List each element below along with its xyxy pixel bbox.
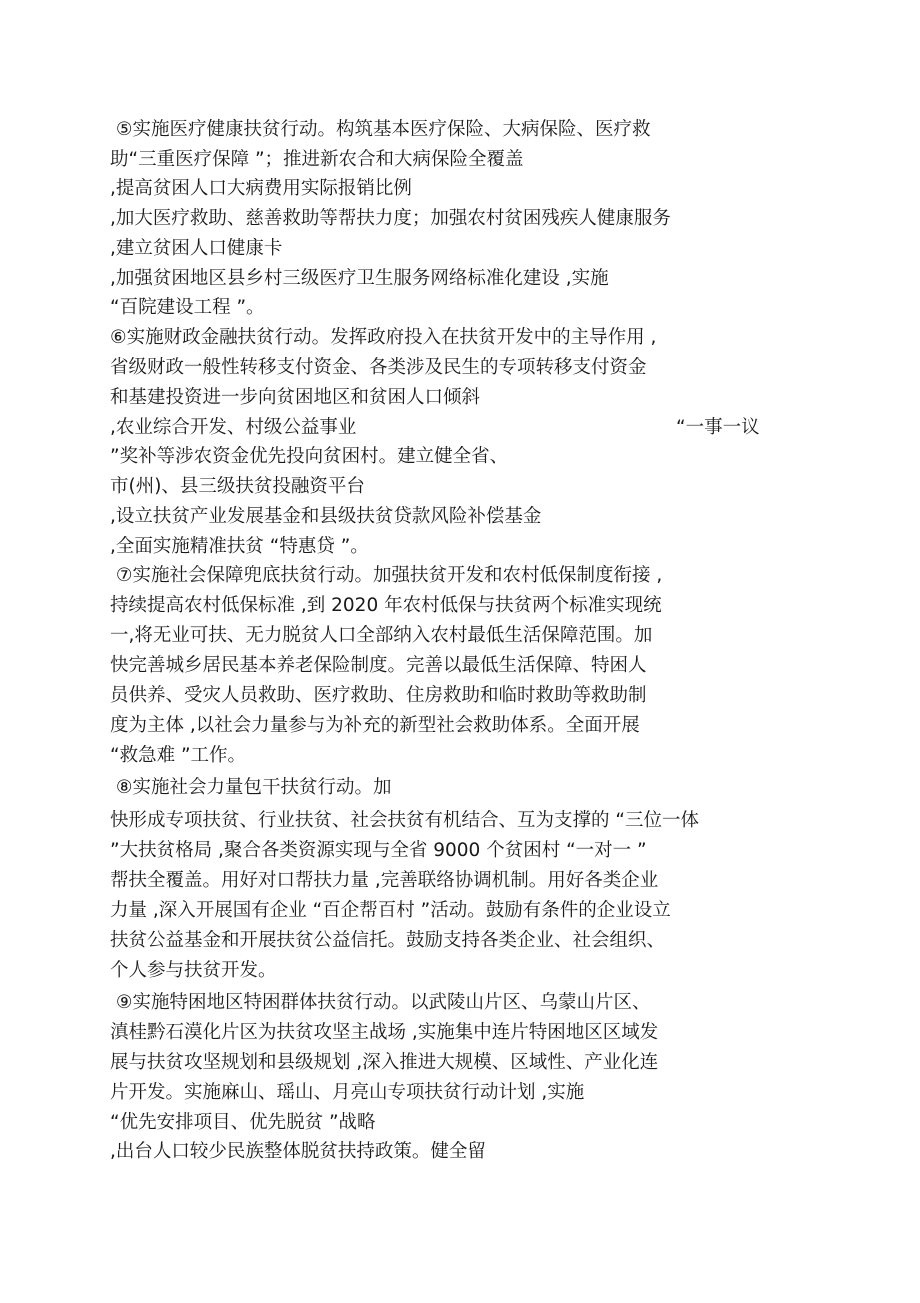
- text-line: ,建立贫困人口健康卡: [110, 238, 283, 259]
- text-line: 快形成专项扶贫、行业扶贫、社会扶贫有机结合、互为支撑的 “三位一体: [110, 810, 699, 831]
- text-line: “优先安排项目、优先脱贫 ”战略: [110, 1112, 376, 1133]
- text-line: 省级财政一般性转移支付资金、各类涉及民生的专项转移支付资金: [110, 357, 647, 378]
- text-line: 展与扶贫攻坚规划和县级规划 ,深入推进大规模、区域性、产业化连: [110, 1052, 659, 1073]
- text-line: ”大扶贫格局 ,聚合各类资源实现与全省 9000 个贫困村 “一对一 ”: [110, 840, 647, 861]
- text-line: ”奖补等涉农资金优先投向贫困村。建立健全省、: [110, 446, 509, 467]
- text-line: 扶贫公益基金和开展扶贫公益信托。鼓励支持各类企业、社会组织、: [110, 930, 666, 951]
- text-line: ⑧实施社会力量包干扶贫行动。加: [110, 777, 392, 798]
- text-fragment-right: “一事一议: [676, 417, 760, 438]
- text-line: 助“三重医疗保障 ”；推进新农合和大病保险全覆盖: [110, 149, 524, 170]
- text-line: ,设立扶贫产业发展基金和县级扶贫贷款风险补偿基金: [110, 506, 542, 527]
- text-line: ,加强贫困地区县乡村三级医疗卫生服务网络标准化建设 ,实施: [110, 268, 609, 289]
- text-line: 市(州)、县三级扶贫投融资平台: [110, 476, 365, 497]
- text-line: 员供养、受灾人员救助、医疗救助、住房救助和临时救助等救助制: [110, 685, 647, 706]
- text-line: ,出台人口较少民族整体脱贫扶持政策。健全留: [110, 1141, 486, 1162]
- text-line: ,农业综合开发、村级公益事业: [110, 417, 357, 438]
- text-line: ,全面实施精准扶贫 “特惠贷 ”。: [110, 536, 369, 557]
- text-line: ,加大医疗救助、慈善救助等帮扶力度；加强农村贫困残疾人健康服务: [110, 208, 671, 229]
- text-line: “救急难 ”工作。: [110, 745, 247, 766]
- text-line: ,提高贫困人口大病费用实际报销比例: [110, 178, 412, 199]
- text-line: 度为主体 ,以社会力量参与为补充的新型社会救助体系。全面开展: [110, 715, 640, 736]
- text-line: 和基建投资进一步向贫困地区和贫困人口倾斜: [110, 387, 481, 408]
- text-line: ⑤实施医疗健康扶贫行动。构筑基本医疗保险、大病保险、医疗救: [110, 119, 651, 140]
- text-line: “百院建设工程 ”。: [110, 297, 265, 318]
- text-line: 片开发。实施麻山、瑶山、月亮山专项扶贫行动计划 ,实施: [110, 1082, 585, 1103]
- text-line: 持续提高农村低保标准 ,到 2020 年农村低保与扶贫两个标准实现统: [110, 595, 662, 616]
- text-line: 一,将无业可扶、无力脱贫人口全部纳入农村最低生活保障范围。加: [110, 625, 653, 646]
- text-line: 滇桂黔石漠化片区为扶贫攻坚主战场 ,实施集中连片特困地区区域发: [110, 1022, 659, 1043]
- text-line: 快完善城乡居民基本养老保险制度。完善以最低生活保障、特困人: [110, 655, 647, 676]
- text-line: ⑥实施财政金融扶贫行动。发挥政府投入在扶贫开发中的主导作用 ,: [110, 327, 657, 348]
- text-line: ⑨实施特困地区特困群体扶贫行动。以武陵山片区、乌蒙山片区、: [110, 992, 651, 1013]
- text-line: 力量 ,深入开展国有企业 “百企帮百村 ”活动。鼓励有条件的企业设立: [110, 900, 671, 921]
- text-line: 个人参与扶贫开发。: [110, 960, 277, 981]
- text-line: 帮扶全覆盖。用好对口帮扶力量 ,完善联络协调机制。用好各类企业: [110, 870, 659, 891]
- text-line: ⑦实施社会保障兜底扶贫行动。加强扶贫开发和农村低保制度衔接 ,: [110, 565, 663, 586]
